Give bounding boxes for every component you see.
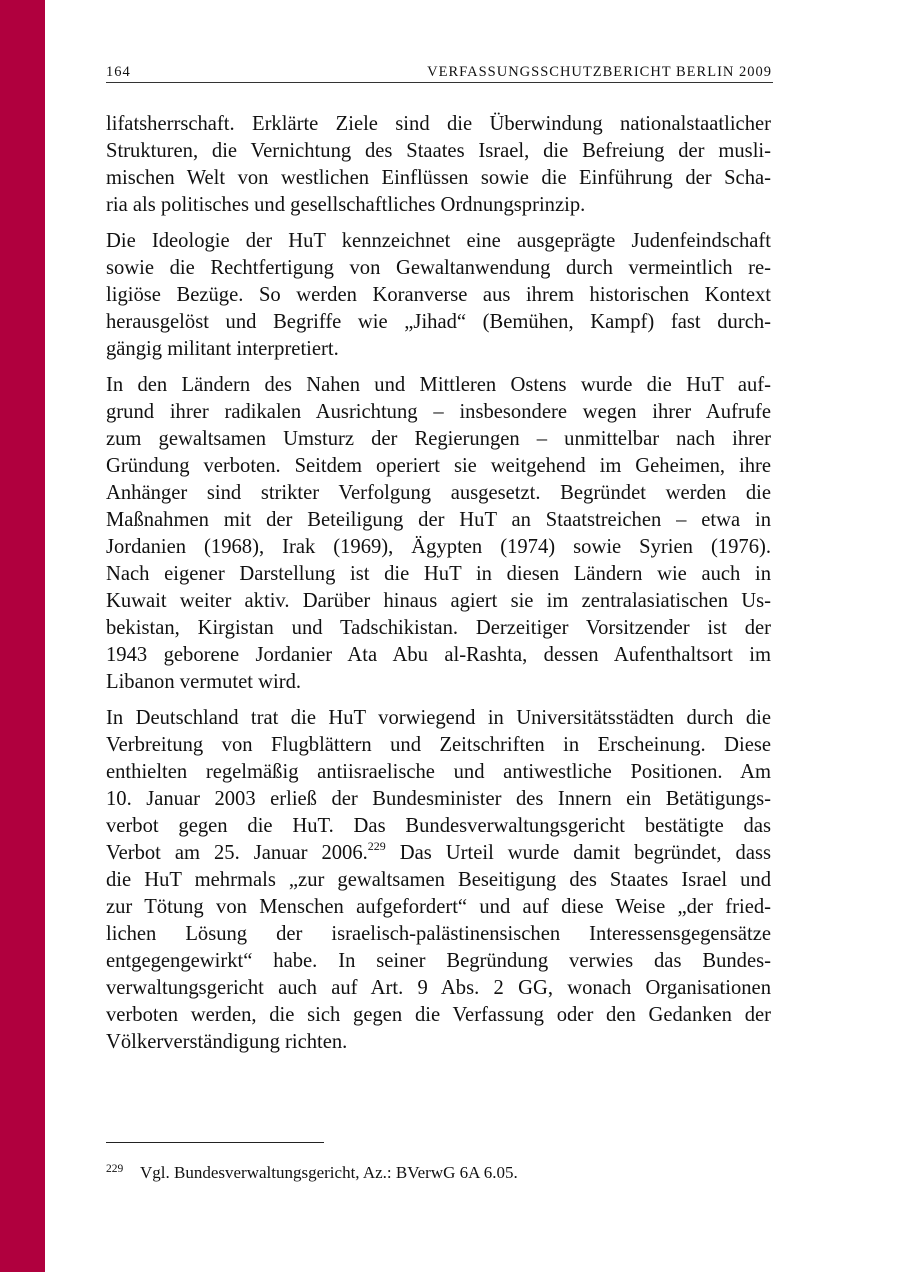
text-segment: Verbot am 25. Januar 2006. (106, 842, 368, 864)
text-line: ligiöse Bezüge. So werden Koranverse aus ihrem historischen Kontext (106, 284, 771, 306)
text-line: Anhänger sind strikter Verfolgung ausgesetzt. Begründet werden die (106, 482, 771, 504)
body-text (106, 111, 771, 1065)
text-line: In Deutschland trat die HuT vorwiegend in Universitätsstädten durch die (106, 707, 771, 729)
text-line-with-footnote-ref (106, 840, 771, 867)
text-line: Völkerverständigung richten. (106, 1031, 348, 1053)
text-line: herausgelöst und Begriffe wie „Jihad“ (Bemühen, Kampf) fast durch- (106, 311, 771, 333)
text-line: zur Tötung von Menschen aufgefordert“ und auf diese Weise „der fried- (106, 896, 771, 918)
text-line: sowie die Rechtfertigung von Gewaltanwendung durch vermeintlich re- (106, 257, 771, 279)
side-color-bar (0, 0, 45, 1272)
text-line: 10. Januar 2003 erließ der Bundesminister des Innern ein Betätigungs- (106, 788, 771, 810)
text-line: verboten werden, die sich gegen die Verfassung oder den Gedanken der (106, 1004, 771, 1026)
footnote-reference[interactable]: 229 (367, 839, 386, 853)
text-line: entgegengewirkt“ habe. In seiner Begründung verwies das Bundes- (106, 950, 771, 972)
text-line: Kuwait weiter aktiv. Darüber hinaus agiert sie im zentralasiatischen Us- (106, 590, 771, 612)
paragraph-4 (106, 705, 771, 1056)
running-title: VERFASSUNGSSCHUTZBERICHT BERLIN 2009 (427, 64, 772, 80)
paragraph-3 (106, 372, 771, 696)
text-line: Gründung verboten. Seitdem operiert sie weitgehend im Geheimen, ihre (106, 455, 771, 477)
text-line: gängig militant interpretiert. (106, 338, 339, 360)
text-line: Maßnahmen mit der Beteiligung der HuT an Staatstreichen – etwa in (106, 509, 771, 531)
text-line: In den Ländern des Nahen und Mittleren Ostens wurde die HuT auf- (106, 374, 771, 396)
text-line: enthielten regelmäßig antiisraelische und antiwestliche Positionen. Am (106, 761, 771, 783)
footnote-text: Vgl. Bundesverwaltungsgericht, Az.: BVerwG 6A 6.05. (140, 1163, 518, 1182)
text-line: zum gewaltsamen Umsturz der Regierungen – unmittelbar nach ihrer (106, 428, 771, 450)
text-line: Libanon vermutet wird. (106, 671, 302, 693)
text-line: lifatsherrschaft. Erklärte Ziele sind die Überwindung nationalstaatlicher (106, 113, 771, 135)
text-line: ria als politisches und gesellschaftliches Ordnungsprinzip. (106, 194, 586, 216)
text-line: verbot gegen die HuT. Das Bundesverwaltungsgericht bestätigte das (106, 815, 771, 837)
text-line: mischen Welt von westlichen Einflüssen sowie die Einführung der Scha- (106, 167, 771, 189)
text-line: verwaltungsgericht auch auf Art. 9 Abs. 2 GG, wonach Organisationen (106, 977, 771, 999)
text-line: 1943 geborene Jordanier Ata Abu al-Rashta, dessen Aufenthaltsort im (106, 644, 771, 666)
text-line: grund ihrer radikalen Ausrichtung – insbesondere wegen ihrer Aufrufe (106, 401, 771, 423)
text-segment: Das Urteil wurde damit begründet, dass (385, 842, 771, 864)
text-line: die HuT mehrmals „zur gewaltsamen Beseitigung des Staates Israel und (106, 869, 771, 891)
text-line: lichen Lösung der israelisch-palästinensischen Interessensgegensätze (106, 923, 771, 945)
text-line: Verbreitung von Flugblättern und Zeitschriften in Erscheinung. Diese (106, 734, 771, 756)
page-number: 164 (106, 64, 131, 80)
text-line: Die Ideologie der HuT kennzeichnet eine ausgeprägte Judenfeindschaft (106, 230, 771, 252)
text-line: Nach eigener Darstellung ist die HuT in diesen Ländern wie auch in (106, 563, 771, 585)
text-line: Strukturen, die Vernichtung des Staates Israel, die Befreiung der musli- (106, 140, 771, 162)
header-rule (106, 82, 773, 83)
footnote-rule (106, 1142, 324, 1143)
paragraph-2 (106, 228, 771, 363)
text-line: bekistan, Kirgistan und Tadschikistan. Derzeitiger Vorsitzender ist der (106, 617, 771, 639)
paragraph-1 (106, 111, 771, 219)
footnote: 229 Vgl. Bundesverwaltungsgericht, Az.: BVerwG 6A 6.05. (106, 1163, 518, 1182)
text-line: Jordanien (1968), Irak (1969), Ägypten (1974) sowie Syrien (1976). (106, 536, 771, 558)
